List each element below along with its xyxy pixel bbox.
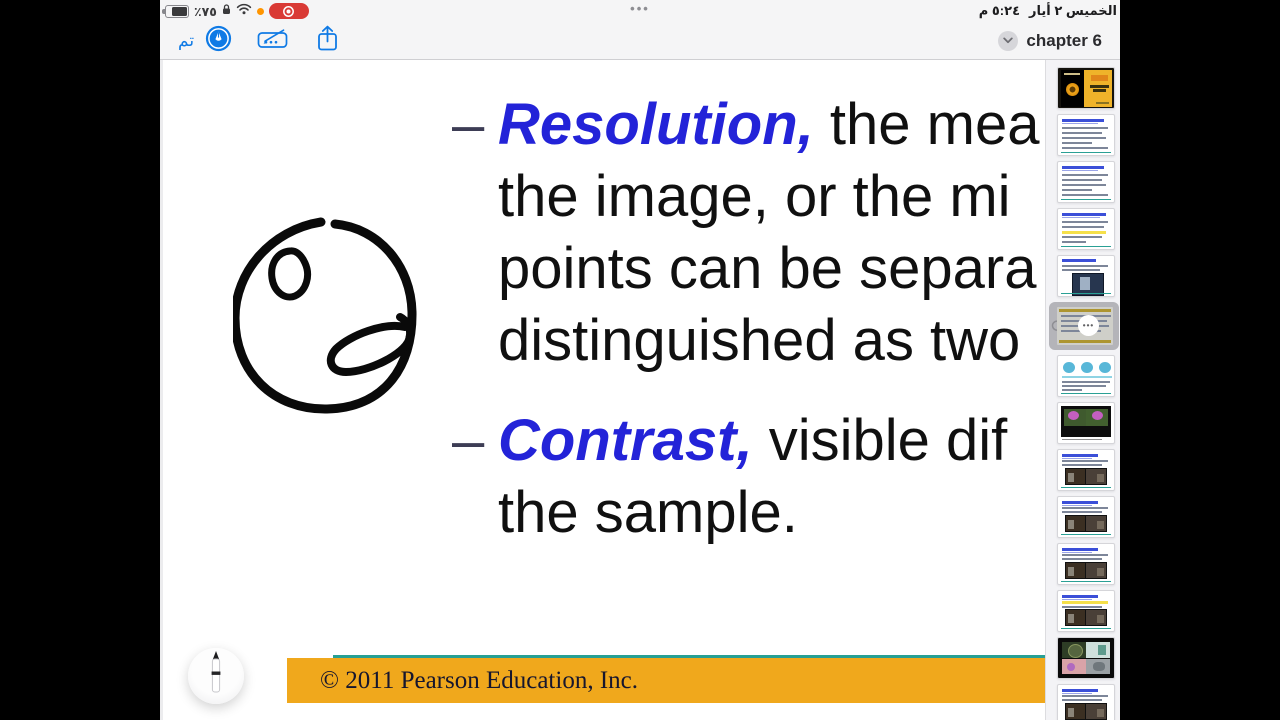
- document-title: chapter 6: [1026, 30, 1102, 50]
- handwritten-circle-annotation: [233, 214, 423, 414]
- status-bar: [160, 0, 1120, 22]
- page-thumb-11[interactable]: [1057, 543, 1115, 585]
- page-options-ellipsis-button[interactable]: •••: [1078, 315, 1099, 336]
- page-thumb-5[interactable]: [1057, 255, 1115, 297]
- screen-recording-indicator[interactable]: [269, 3, 309, 19]
- chevron-down-icon[interactable]: [998, 31, 1018, 51]
- slide-text: visible dif: [752, 408, 1008, 473]
- letterbox-right: [1120, 0, 1280, 720]
- slide-text: the sample.: [498, 480, 798, 545]
- page-thumbnail-sidebar: [1045, 60, 1120, 720]
- markup-pen-button[interactable]: [205, 25, 232, 57]
- top-bar: [160, 0, 1120, 60]
- page-thumb-1[interactable]: [1057, 67, 1115, 109]
- page-thumb-10[interactable]: [1057, 496, 1115, 538]
- slide-footer-bar: [287, 658, 1045, 703]
- keyword-resolution: Resolution,: [498, 92, 814, 157]
- wifi-icon: [236, 2, 252, 20]
- slide-text: points can be separa: [498, 236, 1037, 301]
- copyright-text: © 2011 Pearson Education, Inc.: [320, 666, 638, 694]
- page-thumb-14[interactable]: [1057, 684, 1115, 720]
- page-thumb-7[interactable]: [1057, 355, 1115, 397]
- lock-icon: [222, 2, 231, 20]
- battery-icon: [165, 5, 189, 18]
- document-title-group[interactable]: [998, 22, 1102, 59]
- slide-text-line: [160, 89, 1045, 161]
- thumbnail-list: [1057, 67, 1119, 720]
- apple-pencil-icon: [206, 648, 226, 698]
- page-thumb-9[interactable]: [1057, 449, 1115, 491]
- slide-text: the mea: [813, 92, 1040, 157]
- record-icon: [282, 5, 295, 18]
- done-button[interactable]: تم: [178, 30, 195, 50]
- letterbox-left: [0, 0, 160, 720]
- status-left-cluster: [165, 0, 309, 22]
- document-canvas[interactable]: [160, 60, 1045, 720]
- status-datetime: [979, 0, 1117, 22]
- slide-paragraph-contrast: [160, 405, 1045, 549]
- status-date: الخميس ٢ أيار: [1029, 3, 1117, 18]
- pencil-tool-button[interactable]: [188, 648, 244, 704]
- page-thumb-6[interactable]: [1049, 302, 1119, 350]
- slide-text-line: [160, 405, 1045, 477]
- slide-text-line: [160, 477, 1045, 549]
- bullet-dash: –: [452, 408, 485, 473]
- ipad-screen: [160, 0, 1120, 720]
- page-thumb-3[interactable]: [1057, 161, 1115, 203]
- toolbar-left-group: [178, 22, 340, 59]
- page-thumb-8[interactable]: [1057, 402, 1115, 444]
- page-thumb-13[interactable]: [1057, 637, 1115, 679]
- toolbar: [160, 22, 1120, 59]
- page-thumb-12[interactable]: [1057, 590, 1115, 632]
- bullet-dash: –: [452, 92, 485, 157]
- multitask-handle-dots[interactable]: •••: [630, 1, 650, 16]
- page-thumb-2[interactable]: [1057, 114, 1115, 156]
- slide-text: the image, or the mi: [498, 164, 1011, 229]
- page-thumb-4[interactable]: [1057, 208, 1115, 250]
- slide-text: distinguished as two: [498, 308, 1021, 373]
- microphone-indicator-dot: [257, 8, 264, 15]
- share-button[interactable]: [315, 24, 340, 58]
- battery-percent: ٪٧٥: [194, 4, 217, 19]
- status-time: ٥:٢٤ م: [978, 3, 1021, 18]
- annotation-toolbar-button[interactable]: [257, 27, 290, 55]
- keyword-contrast: Contrast,: [498, 408, 753, 473]
